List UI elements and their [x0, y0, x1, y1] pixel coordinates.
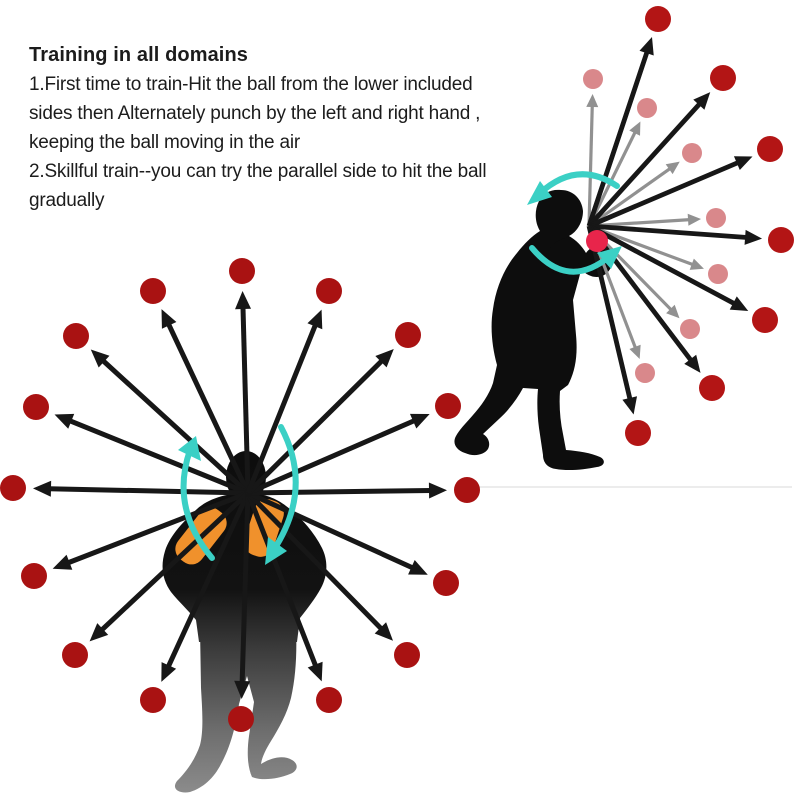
arrow-head-icon — [666, 162, 680, 174]
arrow-line — [248, 360, 382, 493]
arrow-head-icon — [586, 94, 598, 107]
arrow-head-icon — [690, 259, 704, 270]
near-bounce-ball — [635, 363, 655, 383]
training-ball — [63, 323, 89, 349]
training-ball — [140, 278, 166, 304]
far-bounce-ball — [768, 227, 794, 253]
arrow-line — [103, 360, 248, 493]
arrow-head-icon — [629, 345, 640, 359]
arrow-head-icon — [33, 481, 51, 497]
arrow-head-icon — [53, 555, 73, 570]
training-ball — [316, 687, 342, 713]
training-ball — [228, 706, 254, 732]
far-bounce-ball — [752, 307, 778, 333]
arrow-head-icon — [688, 214, 701, 226]
training-ball — [62, 642, 88, 668]
side-boxer-body — [454, 190, 603, 470]
instruction-line-1: 1.First time to train-Hit the ball from the lower included — [29, 74, 473, 95]
arrow-head-icon — [622, 396, 637, 414]
instructions-title: Training in all domains — [29, 44, 248, 66]
instruction-line-2: sides then Alternately punch by the left and right hand , — [29, 103, 481, 124]
training-ball — [316, 278, 342, 304]
near-bounce-ball — [583, 69, 603, 89]
arrow-head-icon — [640, 37, 654, 55]
near-bounce-ball — [682, 143, 702, 163]
training-ball — [140, 687, 166, 713]
instruction-line-3: keeping the ball moving in the air — [29, 132, 300, 153]
training-ball — [435, 393, 461, 419]
arrow-line — [248, 490, 431, 493]
arrow-line — [589, 105, 592, 226]
training-ball — [23, 394, 49, 420]
near-bounce-ball — [637, 98, 657, 118]
side-figure-black-arrows — [589, 37, 762, 414]
far-bounce-ball — [645, 6, 671, 32]
far-bounce-ball — [710, 65, 736, 91]
training-ball — [0, 475, 26, 501]
arrow-line — [49, 489, 248, 493]
far-bounce-ball — [757, 136, 783, 162]
arrow-head-icon — [308, 662, 323, 682]
arrow-head-icon — [745, 230, 763, 245]
arrow-line — [589, 103, 700, 226]
training-ball — [21, 563, 47, 589]
training-ball — [433, 570, 459, 596]
training-ball — [454, 477, 480, 503]
near-bounce-ball — [706, 208, 726, 228]
reflex-ball — [586, 230, 608, 252]
training-ball — [395, 322, 421, 348]
near-bounce-ball — [680, 319, 700, 339]
far-bounce-ball — [625, 420, 651, 446]
far-bounce-ball — [699, 375, 725, 401]
near-bounce-ball — [708, 264, 728, 284]
arrow-head-icon — [429, 483, 447, 499]
instruction-line-5: gradually — [29, 190, 105, 211]
training-ball — [229, 258, 255, 284]
arrow-head-icon — [235, 291, 251, 309]
instruction-line-4: 2.Skillful train--you can try the parallel side to hit the ball — [29, 161, 487, 182]
training-ball — [394, 642, 420, 668]
